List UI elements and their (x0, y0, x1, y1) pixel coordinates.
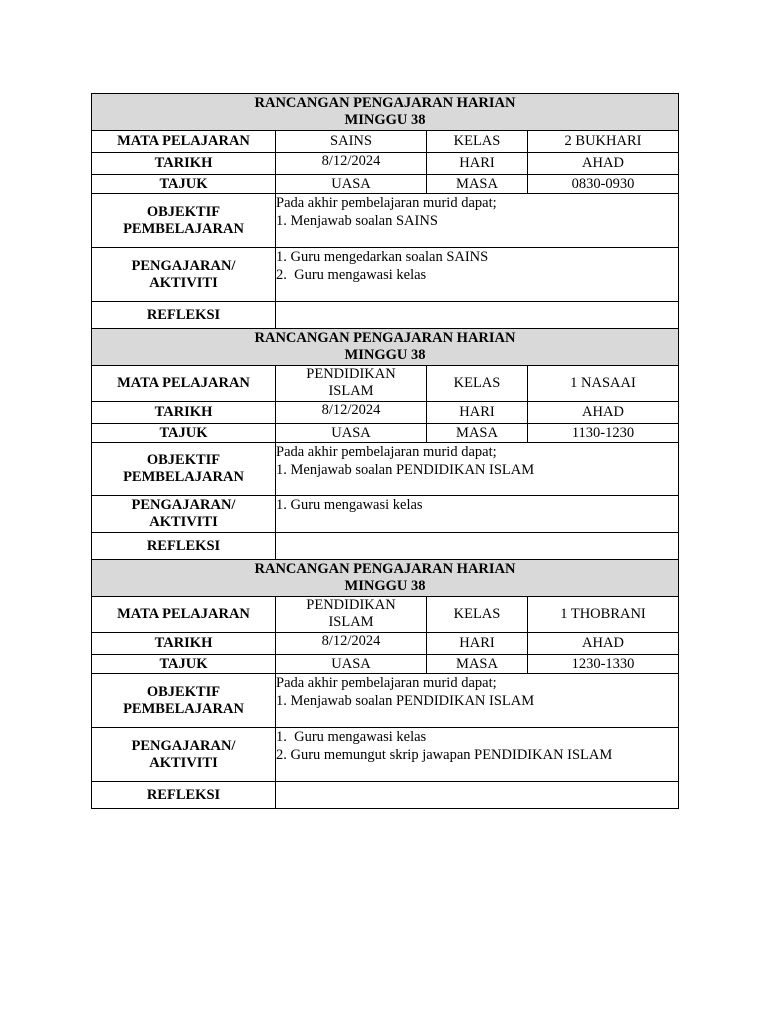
objective-row (92, 194, 679, 248)
label-text: KELAS (453, 375, 501, 391)
section-week: MINGGU 38 (344, 112, 426, 128)
topic-row (92, 655, 679, 674)
subject-line: PENDIDIKAN (306, 366, 396, 382)
kelas-value: 1 NASAAI (528, 366, 679, 402)
activity-row (92, 728, 679, 782)
label-text: TARIKH (154, 404, 213, 420)
section-header (92, 329, 679, 366)
tajuk-value: UASA (276, 424, 427, 443)
kelas-label (427, 131, 528, 153)
objective-line: 1. Menjawab soalan PENDIDIKAN ISLAM (276, 462, 535, 478)
label-line: PENGAJARAN/ (131, 257, 236, 274)
activity-line: 1. Guru mengawasi kelas (276, 729, 427, 745)
topic-row (92, 175, 679, 194)
objektif-value (276, 194, 679, 248)
label-text: MASA (456, 424, 498, 441)
activity-line: 2. Guru mengawasi kelas (276, 267, 427, 283)
aktiviti-value (276, 248, 679, 302)
label-line: PENGAJARAN/ (131, 737, 236, 754)
label-line: PENGAJARAN/ (131, 497, 236, 513)
tajuk-value: UASA (276, 655, 427, 674)
label-text: HARI (459, 635, 495, 651)
subject-line: ISLAM (328, 383, 374, 399)
label-text: TARIKH (154, 635, 213, 651)
subject-row (92, 597, 679, 633)
label-text: REFLEKSI (146, 306, 221, 323)
activity-line: 2. Guru memungut skrip jawapan PENDIDIKAN ISLAM (276, 747, 613, 763)
section-week: MINGGU 38 (344, 347, 426, 363)
tarikh-value: 8/12/2024 (276, 153, 427, 175)
masa-value: 0830-0930 (528, 175, 679, 194)
label-text: KELAS (453, 606, 501, 622)
section-header-row (92, 94, 679, 131)
refleksi-value[interactable] (276, 782, 679, 809)
objective-line: Pada akhir pembelajaran murid dapat; (276, 444, 497, 460)
label-text: REFLEKSI (146, 786, 221, 803)
masa-label (427, 655, 528, 674)
section-header (92, 94, 679, 131)
reflection-row (92, 302, 679, 329)
label-line: OBJEKTIF (146, 452, 221, 468)
objektif-label (92, 443, 276, 496)
lesson-plan-table (91, 93, 679, 809)
tajuk-label (92, 175, 276, 194)
subject-line: PENDIDIKAN (306, 597, 396, 613)
objective-row (92, 674, 679, 728)
tajuk-label (92, 424, 276, 443)
label-text: MASA (456, 655, 498, 672)
objective-line: 1. Menjawab soalan PENDIDIKAN ISLAM (276, 693, 535, 709)
activity-line: 1. Guru mengedarkan soalan SAINS (276, 249, 489, 265)
kelas-value: 1 THOBRANI (528, 597, 679, 633)
objektif-value (276, 674, 679, 728)
aktiviti-label (92, 496, 276, 533)
label-line: AKTIVITI (149, 514, 218, 530)
reflection-row (92, 533, 679, 560)
kelas-value: 2 BUKHARI (528, 131, 679, 153)
date-row (92, 633, 679, 655)
aktiviti-label (92, 248, 276, 302)
section-header-row (92, 560, 679, 597)
tarikh-label (92, 153, 276, 175)
tarikh-value: 8/12/2024 (276, 633, 427, 655)
hari-value: AHAD (528, 153, 679, 175)
subject-value (276, 131, 427, 153)
hari-value: AHAD (528, 633, 679, 655)
aktiviti-label (92, 728, 276, 782)
label-text: MATA PELAJARAN (117, 375, 250, 391)
label-line: OBJEKTIF (146, 203, 221, 220)
label-text: REFLEKSI (146, 537, 221, 554)
kelas-label (427, 366, 528, 402)
section-header (92, 560, 679, 597)
lesson-plan-document (91, 93, 678, 809)
section-title: RANCANGAN PENGAJARAN HARIAN (254, 95, 516, 111)
label-line: AKTIVITI (149, 754, 218, 771)
refleksi-label (92, 782, 276, 809)
section-title: RANCANGAN PENGAJARAN HARIAN (254, 330, 516, 346)
objective-line: 1. Menjawab soalan SAINS (276, 213, 438, 229)
masa-label (427, 175, 528, 194)
label-text: TAJUK (159, 655, 208, 672)
date-row (92, 153, 679, 175)
section-week: MINGGU 38 (344, 578, 426, 594)
tajuk-label (92, 655, 276, 674)
label-text: TARIKH (154, 155, 213, 171)
masa-value: 1230-1330 (528, 655, 679, 674)
subject-line: SAINS (330, 133, 372, 149)
section-title: RANCANGAN PENGAJARAN HARIAN (254, 561, 516, 577)
masa-label (427, 424, 528, 443)
tarikh-label (92, 402, 276, 424)
aktiviti-value (276, 496, 679, 533)
objective-row (92, 443, 679, 496)
refleksi-label (92, 302, 276, 329)
subject-value (276, 366, 427, 402)
objektif-label (92, 194, 276, 248)
label-text: HARI (459, 155, 495, 171)
kelas-label (427, 597, 528, 633)
tarikh-value: 8/12/2024 (276, 402, 427, 424)
subject-line: ISLAM (328, 614, 374, 630)
hari-label (427, 633, 528, 655)
date-row (92, 402, 679, 424)
masa-value: 1130-1230 (528, 424, 679, 443)
hari-label (427, 402, 528, 424)
label-text: TAJUK (159, 175, 208, 192)
tajuk-value: UASA (276, 175, 427, 194)
subject-row (92, 366, 679, 402)
hari-value: AHAD (528, 402, 679, 424)
objektif-label (92, 674, 276, 728)
section-header-row (92, 329, 679, 366)
label-text: TAJUK (159, 424, 208, 441)
label-line: OBJEKTIF (146, 683, 221, 700)
label-text: HARI (459, 404, 495, 420)
label-text: MATA PELAJARAN (117, 133, 250, 149)
label-text: MASA (456, 175, 498, 192)
mata-pelajaran-label (92, 366, 276, 402)
refleksi-value[interactable] (276, 533, 679, 560)
objective-line: Pada akhir pembelajaran murid dapat; (276, 675, 497, 691)
refleksi-label (92, 533, 276, 560)
topic-row (92, 424, 679, 443)
label-line: AKTIVITI (149, 274, 218, 291)
activity-row (92, 248, 679, 302)
activity-line: 1. Guru mengawasi kelas (276, 497, 423, 513)
label-line: PEMBELAJARAN (123, 220, 244, 237)
refleksi-value[interactable] (276, 302, 679, 329)
subject-value (276, 597, 427, 633)
label-text: MATA PELAJARAN (117, 606, 250, 622)
aktiviti-value (276, 728, 679, 782)
reflection-row (92, 782, 679, 809)
label-line: PEMBELAJARAN (123, 700, 244, 717)
tarikh-label (92, 633, 276, 655)
objektif-value (276, 443, 679, 496)
subject-row (92, 131, 679, 153)
label-text: KELAS (453, 133, 501, 149)
label-line: PEMBELAJARAN (123, 469, 244, 485)
hari-label (427, 153, 528, 175)
activity-row (92, 496, 679, 533)
mata-pelajaran-label (92, 131, 276, 153)
objective-line: Pada akhir pembelajaran murid dapat; (276, 195, 497, 211)
mata-pelajaran-label (92, 597, 276, 633)
